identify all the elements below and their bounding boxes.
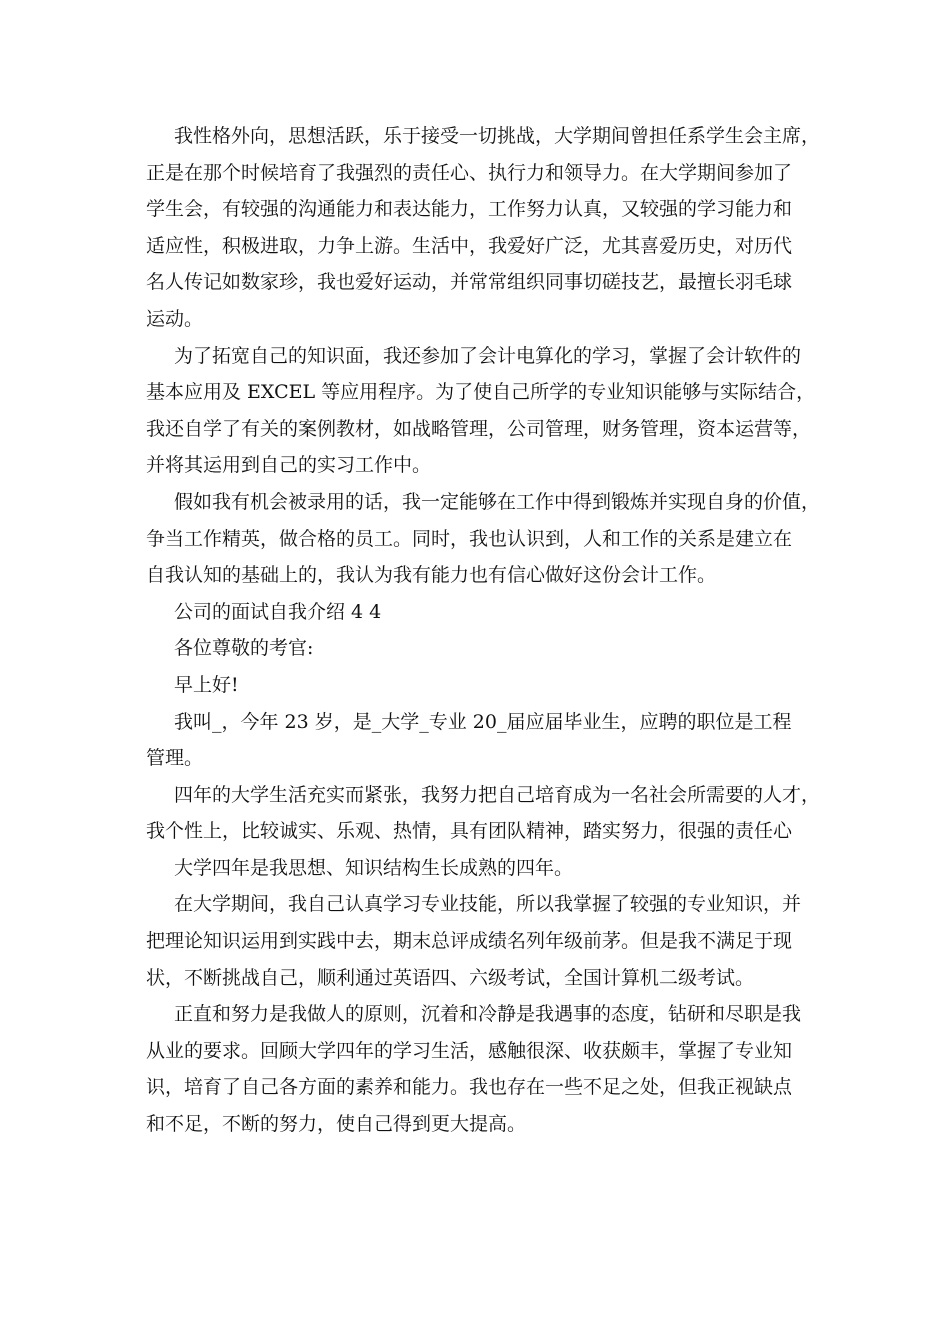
text-line: 正是在那个时候培育了我强烈的责任心、执行力和领导力。在大学期间参加了 — [146, 161, 793, 184]
text-line: 适应性，积极进取，力争上游。生活中，我爱好广泛，尤其喜爱历史，对历代 — [146, 234, 793, 257]
document-body — [146, 118, 826, 1143]
text-line: 名人传记如数家珍，我也爱好运动，并常常组织同事切磋技艺，最擅长羽毛球 — [146, 271, 793, 294]
text-line: 我性格外向，思想活跃，乐于接受一切挑战，大学期间曾担任系学生会主席， — [174, 125, 821, 147]
text-line: 我叫_，今年 23 岁，是_大学_专业 20_届应届毕业生，应聘的职位是工程 — [174, 710, 792, 733]
text-line: 我还自学了有关的案例教材，如战略管理，公司管理，财务管理，资本运营等， — [146, 417, 812, 440]
text-line: 我个性上，比较诚实、乐观、热情，具有团队精神，踏实努力，很强的责任心 — [146, 820, 793, 843]
text-line: 争当工作精英，做合格的员工。同时，我也认识到，人和工作的关系是建立在 — [146, 527, 793, 550]
text-line: 自我认知的基础上的，我认为我有能力也有信心做好这份会计工作。 — [146, 564, 717, 587]
text-line: 识，培育了自己各方面的素养和能力。我也存在一些不足之处，但我正视缺点 — [146, 1076, 793, 1099]
text-line: 正直和努力是我做人的原则，沉着和冷静是我遇事的态度，钻研和尽职是我 — [174, 1003, 802, 1026]
text-line: 四年的大学生活充实而紧张，我努力把自己培育成为一名社会所需要的人才， — [174, 783, 821, 806]
text-line: 大学四年是我思想、知识结构生长成熟的四年。 — [174, 856, 574, 879]
text-line: 基本应用及 EXCEL 等应用程序。为了使自己所学的专业知识能够与实际结合， — [146, 381, 816, 404]
text-line: 管理。 — [146, 747, 204, 770]
text-line: 为了拓宽自己的知识面，我还参加了会计电算化的学习，掌握了会计软件的 — [174, 344, 802, 367]
text-line: 运动。 — [146, 307, 204, 330]
salutation: 各位尊敬的考官: — [174, 637, 314, 660]
text-line: 和不足，不断的努力，使自己得到更大提高。 — [146, 1113, 527, 1136]
text-line: 在大学期间，我自己认真学习专业技能，所以我掌握了较强的专业知识，并 — [174, 893, 802, 916]
text-line: 把理论知识运用到实践中去，期末总评成绩名列年级前茅。但是我不满足于现 — [146, 930, 793, 953]
greeting: 早上好! — [174, 673, 239, 696]
text-line: 从业的要求。回顾大学四年的学习生活，感触很深、收获颇丰，掌握了专业知 — [146, 1039, 793, 1062]
section-heading: 公司的面试自我介绍 4 4 — [174, 600, 382, 623]
text-line: 假如我有机会被录用的话，我一定能够在工作中得到锻炼并实现自身的价值， — [174, 490, 821, 513]
text-line: 状，不断挑战自己，顺利通过英语四、六级考试，全国计算机二级考试。 — [146, 966, 755, 989]
text-line: 学生会，有较强的沟通能力和表达能力，工作努力认真，又较强的学习能力和 — [146, 198, 793, 221]
text-line: 并将其运用到自己的实习工作中。 — [146, 454, 432, 477]
